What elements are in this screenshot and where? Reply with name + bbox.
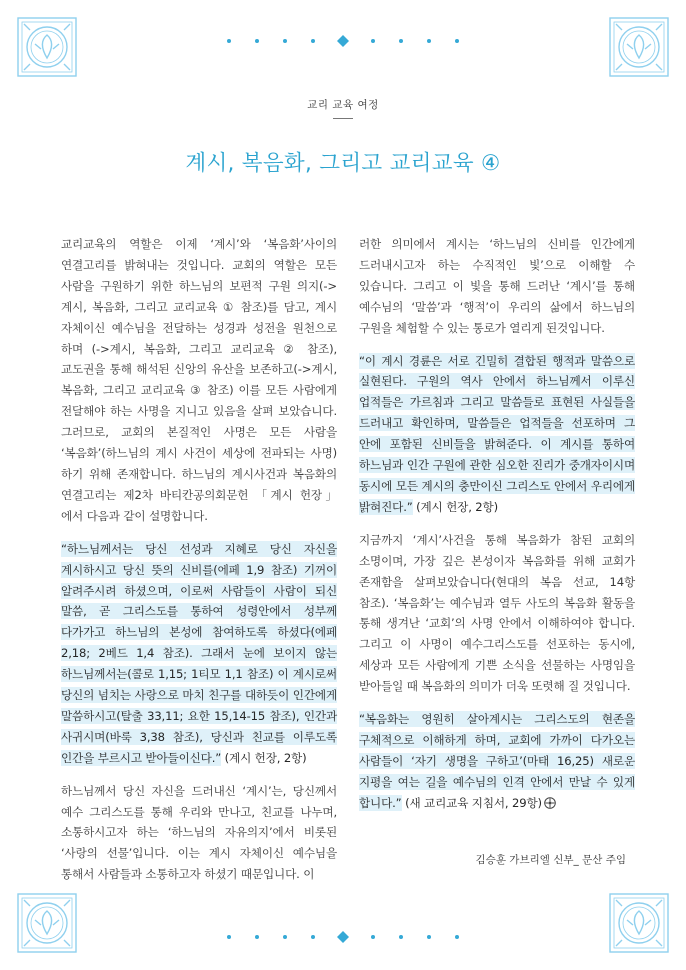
bottom-dot-divider (0, 930, 686, 944)
body-paragraph: 하느님께서 당신 자신을 드러내신 ‘계시’는, 당신께서 예수 그리스도를 통해 우리와 만나고, 친교를 나누며, 소통하시고자 하는 ‘하느님의 자유의지’에서 비롯된 ‘사랑의 선물’입니다. 이는 계시 자체이신 예수님을 통해서 사람들과 소통하고자 하셨기 때문입니다. 이 (61, 783, 337, 882)
quote-text: “복음화는 영원히 살아계시는 그리스도의 현존을 구체적으로 이해하게 하며, 교회에 가까이 다가오는 사람들이 ‘자기 생명을 구하고’(마태 16,25) 새로운 지평을 여는 길을 예수님의 인격 안에서 만날 수 있게 합니다.” (359, 712, 635, 810)
author-credit: 김승훈 가브리엘 신부_ 문산 주임 (475, 854, 626, 866)
quote-text: “이 계시 경륜은 서로 긴밀히 결합된 행적과 말씀으로 실현된다. 구원의 역사 안에서 하느님께서 이루신 업적들은 가르침과 그리고 말씀들로 표현된 사실들을 드러내고 확인하며, 말씀들은 업적들을 선포하며 그 안에 포함된 신비들을 밝혀준다. 이 계시를 통하여 하느님과 인간 구원에 관한 심오한 진리가 중개자이시며 동시에 모든 계시의 충만이신 그리스도 안에서 우리에게 밝혀진다.” (359, 353, 635, 514)
title-rule (333, 118, 353, 119)
block-quote (61, 539, 337, 769)
block-quote (359, 709, 635, 816)
series-label: 교리 교육 여정 (307, 99, 379, 111)
right-column (359, 234, 635, 828)
article-title: 계시, 복음화, 그리고 교리교육 ④ (185, 151, 501, 176)
block-quote (359, 351, 635, 518)
top-dot-divider (0, 34, 686, 48)
quote-citation: (새 교리교육 지침서, 29항) (401, 795, 542, 810)
quote-citation: (계시 헌장, 2항) (412, 499, 498, 514)
angel-medallion-icon (16, 892, 78, 954)
body-paragraph: 지금까지 ‘계시’사건을 통해 복음화가 참된 교회의 소명이며, 가장 깊은 본성이자 복음화를 위해 교회가 존재함을 살펴보았습니다(현대의 복음 선교, 14항 참조). ‘복음화’는 예수님과 열두 사도의 복음화 활동을 통해 생겨난 ‘교회’의 사명 안에서 이해하여야 합니다. 그리고 이 사명이 예수그리스도를 선포하는 동시에, 세상과 모든 사람에게 기쁜 소식을 선물하는 사명임을 받아들일 때 복음화의 의미가 더욱 또렷해 질 것입니다. (359, 532, 635, 694)
quote-text: “하느님께서는 당신 선성과 지혜로 당신 자신을 계시하시고 당신 뜻의 신비를(에페 1,9 참조) 기꺼이 알려주시려 하셨으며, 이로써 사람들이 사람이 되신 말씀, 곧 그리스도를 통하여 성령안에서 성부께 다가가고 하느님의 본성에 참여하도록 하셨다(에페 2,18; 2베드 1,4 참조). 그래서 눈에 보이지 않는 하느님께서는(콜로 1,15; 1티모 1,1 참조) 이 계시로써 당신의 넘치는 사랑으로 마치 친구를 대하듯이 인간에게 말씀하시고(탈출 33,11; 요한 15,14-15 참조), 인간과 사귀시며(바룩 3,38 참조), 당신과 친교를 이루도록 인간을 부르시고 받아들이신다.” (61, 541, 337, 765)
body-paragraph: 교리교육의 역할은 이제 ‘계시’와 ‘복음화’사이의 연결고리를 밝혀내는 것입니다. 교회의 역할은 모든 사람을 구원하기 위한 하느님의 보편적 구원 의지(->계시, 복음화, 그리고 교리교육 ① 참조)를 담고, 계시 자체이신 예수님을 전달하는 성경과 성전을 원천으로 하며 (->계시, 복음화, 그리고 교리교육 ② 참조), 교도권을 통해 해석된 신앙의 유산을 보존하고(->계시, 복음화, 그리고 교리교육 ③ 참조) 이를 모든 사람에게 전달해야 하는 사명을 지니고 있음을 살펴 보았습니다. 그러므로, 교회의 본질적인 사명은 모든 사람을 ‘복음화’(하느님의 계시 사건이 세상에 전파되는 사명)하기 위해 존재합니다. 하느님의 계시사건과 복음화의 연결고리는 제2차 바티칸공의회문헌 「계시 헌장」에서 다음과 같이 설명합니다. (61, 237, 337, 523)
body-paragraph: 러한 의미에서 계시는 ‘하느님의 신비를 인간에게 드러내시고자 하는 수직적인 빛’으로 이해할 수 있습니다. 그리고 이 빛을 통해 드러난 ‘계시’를 통해 예수님의 ‘말씀’과 ‘행적’이 우리의 삶에서 하느님의 구원을 체험할 수 있는 통로가 열리게 된것입니다. (359, 237, 635, 335)
quote-citation: (계시 헌장, 2항) (221, 750, 307, 765)
angel-medallion-icon (608, 892, 670, 954)
end-mark-icon (544, 795, 556, 816)
left-column (61, 234, 337, 897)
